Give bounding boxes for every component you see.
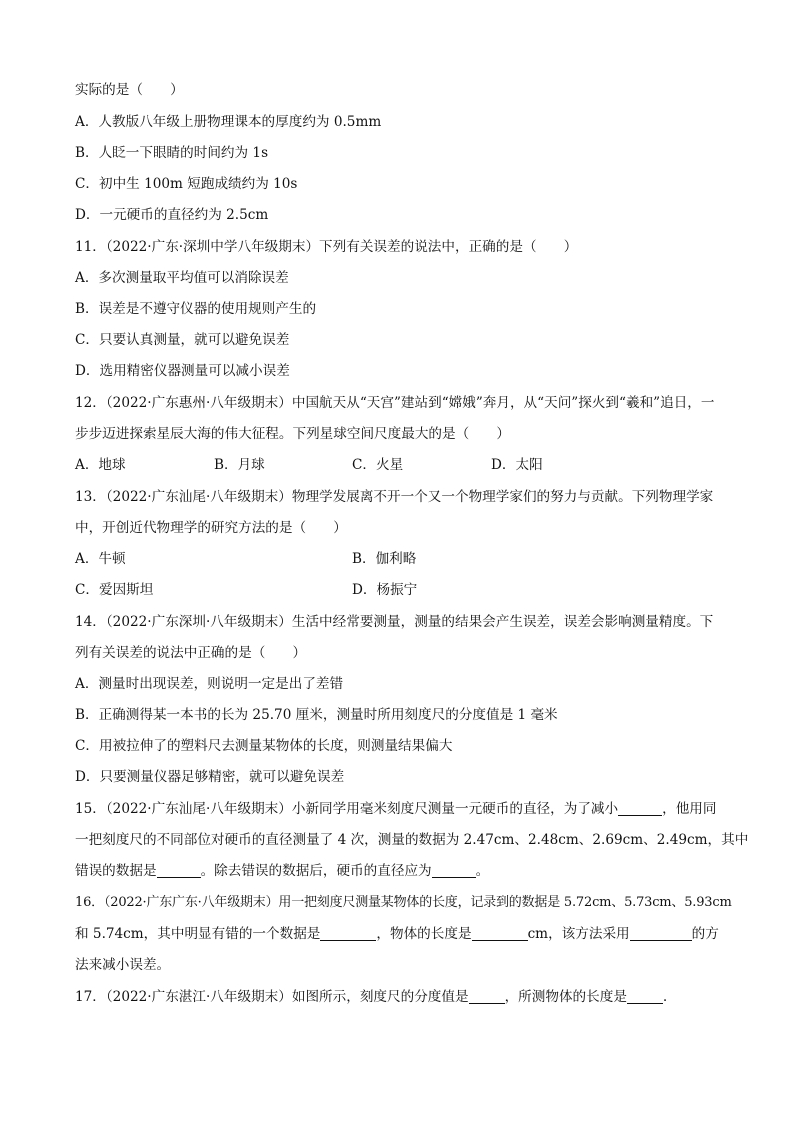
q13-stem-line2: 中，开创近代物理学的研究方法的是（ ） bbox=[75, 520, 347, 536]
q16-answer-blank-3[interactable] bbox=[630, 926, 692, 941]
q15-answer-blank-1[interactable] bbox=[618, 801, 662, 816]
q10-option-c: C．初中生 100m 短跑成绩约为 10s bbox=[75, 176, 298, 192]
q11-option-d: D．选用精密仪器测量可以减小误差 bbox=[75, 363, 290, 379]
q14-option-d: D．只要测量仪器足够精密，就可以避免误差 bbox=[75, 769, 345, 785]
q17-line1 bbox=[75, 987, 667, 1007]
q12-option-c: C．火星 bbox=[352, 457, 404, 473]
q15-line3-text-a: 错误的数据是 bbox=[75, 863, 157, 879]
q13-stem-line1: 13．（2022·广东汕尾·八年级期末）物理学发展离不开一个又一个物理学家们的努力与贡献。下列物理学家 bbox=[75, 489, 714, 505]
q10-option-d: D．一元硬币的直径约为 2.5cm bbox=[75, 207, 269, 223]
q15-line1-text-a: 15．（2022·广东汕尾·八年级期末）小新同学用毫米刻度尺测量一元硬币的直径，为了减小 bbox=[75, 801, 619, 817]
q11-option-c: C．只要认真测量，就可以避免误差 bbox=[75, 332, 290, 348]
q15-line3-text-c: 。 bbox=[475, 863, 490, 879]
q12-option-d: D．太阳 bbox=[491, 457, 543, 473]
q17-line1-text-c: . bbox=[662, 989, 668, 1005]
q17-line1-text-a: 17．（2022·广东湛江·八年级期末）如图所示，刻度尺的分度值是 bbox=[75, 989, 469, 1005]
q15-answer-blank-3[interactable] bbox=[432, 863, 476, 878]
q12-option-b: B．月球 bbox=[214, 457, 265, 473]
q14-stem-line2: 列有关误差的说法中正确的是（ ） bbox=[75, 645, 307, 661]
q15-line1-text-b: ，他用同 bbox=[662, 801, 717, 817]
q12-stem-line2: 步步迈进探索星辰大海的伟大征程。下列星球空间尺度最大的是（ ） bbox=[75, 426, 510, 442]
q16-answer-blank-2[interactable] bbox=[472, 926, 528, 941]
q17-line1-text-b: ，所测物体的长度是 bbox=[504, 989, 627, 1005]
q13-option-c: C．爱因斯坦 bbox=[75, 582, 154, 598]
q13-option-b: B．伽利略 bbox=[352, 551, 417, 567]
q11-stem: 11．（2022·广东·深圳中学八年级期末）下列有关误差的说法中，正确的是（ ） bbox=[75, 239, 578, 255]
q16-line3: 法来减小误差。 bbox=[75, 957, 171, 973]
q16-line1: 16．（2022·广东广东·八年级期末）用一把刻度尺测量某物体的长度，记录到的数据是 5.72cm、5.73cm、5.93cm bbox=[75, 895, 732, 910]
q11-option-b: B．误差是不遵守仪器的使用规则产生的 bbox=[75, 301, 317, 317]
q16-line2-text-b: ，物体的长度是 bbox=[376, 926, 472, 942]
q15-line2: 一把刻度尺的不同部位对硬币的直径测量了 4 次，测量的数据为 2.47cm、2.48cm、2.69cm、2.49cm，其中 bbox=[75, 832, 749, 848]
q10-stem-tail: 实际的是（ ） bbox=[75, 82, 184, 98]
q16-line2-text-c: cm，该方法采用 bbox=[527, 926, 630, 942]
q13-option-a: A．牛顿 bbox=[75, 551, 126, 567]
q10-option-a: A．人教版八年级上册物理课本的厚度约为 0.5mm bbox=[75, 114, 382, 130]
q14-stem-line1: 14．（2022·广东深圳·八年级期末）生活中经常要测量，测量的结果会产生误差，误差会影响测量精度。下 bbox=[75, 614, 714, 630]
q17-answer-blank-2[interactable] bbox=[627, 989, 663, 1004]
q16-line2-text-d: 的方 bbox=[691, 926, 719, 942]
q13-option-d: D．杨振宁 bbox=[352, 582, 418, 598]
q14-option-a: A．测量时出现误差，则说明一定是出了差错 bbox=[75, 676, 344, 692]
q12-stem-line1: 12．（2022·广东惠州·八年级期末）中国航天从“天宫”建站到“嫦娥”奔月，从“天问”探火到“羲和”追日，一 bbox=[75, 395, 715, 411]
q11-option-a: A．多次测量取平均值可以消除误差 bbox=[75, 270, 289, 286]
q15-line3-text-b: 。除去错误的数据后，硬币的直径应为 bbox=[200, 863, 432, 879]
q15-line3 bbox=[75, 861, 489, 881]
q10-option-b: B．人眨一下眼睛的时间约为 1s bbox=[75, 145, 269, 161]
q15-answer-blank-2[interactable] bbox=[157, 863, 201, 878]
q14-option-c: C．用被拉伸了的塑料尺去测量某物体的长度，则测量结果偏大 bbox=[75, 738, 453, 754]
q16-line2 bbox=[75, 924, 719, 944]
q16-answer-blank-1[interactable] bbox=[320, 926, 376, 941]
q15-line1 bbox=[75, 799, 716, 819]
q14-option-b: B．正确测得某一本书的长为 25.70 厘米，测量时所用刻度尺的分度值是 1 毫米 bbox=[75, 707, 558, 723]
q17-answer-blank-1[interactable] bbox=[469, 989, 505, 1004]
q12-option-a: A．地球 bbox=[75, 457, 126, 473]
q16-line2-text-a: 和 5.74cm，其中明显有错的一个数据是 bbox=[75, 926, 321, 942]
